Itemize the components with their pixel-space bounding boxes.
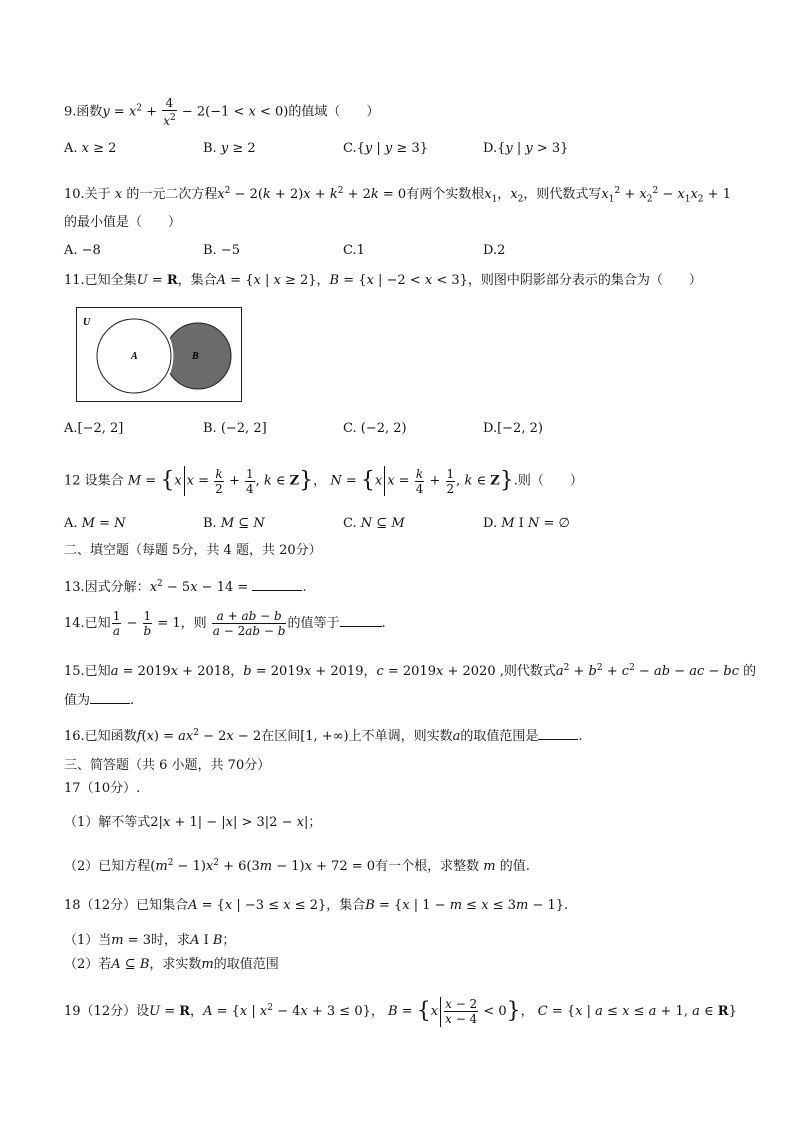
label-b: B xyxy=(192,351,199,362)
q14-stem: 14.已知 $\frac{1}{a}$ − $\frac{1}{b}$ = 1，则 $\frac{a + ab - b}{a - 2ab - b}$ 的值等于 . xyxy=(64,609,386,638)
q12-option-c[interactable]: C. N ⊆ M xyxy=(343,516,405,531)
label-a: A xyxy=(131,351,138,362)
q9-option-c[interactable]: C.{y | y ≥ 3} xyxy=(343,141,428,156)
q17-part1: （1）解不等式2|x + 1| − |x| > 3|2 − x|； xyxy=(64,815,322,830)
q16-stem: 16.已知函数$f(x) = ax^2 - 2x - 2$在区间[1, +∞)上不单调，则实数a的取值范围是 . xyxy=(64,728,583,744)
q9-option-d[interactable]: D.{y | y > 3} xyxy=(483,141,569,156)
section-title-answers: 三、简答题（共 6 小题，共 70分） xyxy=(64,758,271,773)
q17-head: 17（10分）. xyxy=(64,781,141,796)
q13-stem: 13.因式分解：$x^2 - 5x - 14$ = . xyxy=(64,579,307,595)
q10-option-b[interactable]: B. −5 xyxy=(203,243,240,258)
q9-option-a[interactable]: A. x ≥ 2 xyxy=(64,141,117,156)
section-title-fill-in: 二、填空题（每题 5分，共 4 题，共 20分） xyxy=(64,543,322,558)
q10-option-a[interactable]: A. −8 xyxy=(64,243,101,258)
q10-option-d[interactable]: D.2 xyxy=(483,243,506,258)
q19-stem: 19（12分）设U = R，A = {x | $x^2 - 4x + 3 \le 0$}， B = {x $\frac{x - 2}{x - 4}$ < 0}， C = {x | a ≤ x ≤ a + 1, a ∈ R} xyxy=(64,997,737,1026)
q12-option-a[interactable]: A. M = N xyxy=(64,516,126,531)
q12-option-b[interactable]: B. M ⊆ N xyxy=(203,516,265,531)
fraction: $\frac{4}{x^2}$ xyxy=(163,96,176,128)
answer-blank[interactable] xyxy=(90,691,130,704)
q11-stem: 11.已知全集U = R，集合A = {x | x ≥ 2}，B = {x | −2 < x < 3}，则图中阴影部分表示的集合为（ ） xyxy=(64,273,702,288)
q9-option-b[interactable]: B. y ≥ 2 xyxy=(203,141,256,156)
q10-option-c[interactable]: C.1 xyxy=(343,243,365,258)
q9-stem: 9.函数$y = x^2$ + $\frac{4}{x^2}$ − 2(−1 < x < 0)的值域（ ） xyxy=(64,96,380,128)
answer-blank[interactable] xyxy=(252,578,302,591)
q11-option-b[interactable]: B. (−2, 2] xyxy=(203,421,267,436)
q15-stem-line2: 值为 . xyxy=(64,693,135,708)
q12-stem: 12 设集合 M = {x x = $\frac{k}{2}$ + $\frac{1}{4}$ , k ∈ Z}， N = {x x = $\frac{k}{4}$ + $\frac{1}{2}$ , k ∈ Z}.则（ ） xyxy=(64,466,583,496)
q11-option-d[interactable]: D.[−2, 2) xyxy=(483,421,543,436)
q18-part1: （1）当m = 3时，求A I B； xyxy=(64,933,236,948)
q18-part2: （2）若A ⊆ B，求实数m的取值范围 xyxy=(64,957,279,972)
q11-option-c[interactable]: C. (−2, 2) xyxy=(343,421,407,436)
label-u: U xyxy=(83,317,91,328)
venn-diagram xyxy=(76,307,244,403)
q10-stem-line2: 的最小值是（ ） xyxy=(64,215,182,230)
answer-blank[interactable] xyxy=(340,614,382,627)
q10-stem: 10.关于 x 的一元二次方程$x^2 - 2(k + 2)x + k^2 + 2k = 0$有两个实数根$x_1$，$x_2$，则代数式写$x_1^2 + x_2^2 - x_1x_2 + 1$ xyxy=(64,186,731,205)
q18-stem: 18（12分）已知集合A = {x | −3 ≤ x ≤ 2}，集合B = {x | 1 − m ≤ x ≤ 3m − 1}. xyxy=(64,898,569,913)
q11-option-a[interactable]: A.[−2, 2] xyxy=(64,421,124,436)
q17-part2: （2）已知方程$(m^2 - 1)x^2 + 6(3m - 1)x + 72 = 0$有一个根，求整数 m 的值. xyxy=(64,858,530,874)
q12-option-d[interactable]: D. M I N = ∅ xyxy=(483,516,570,531)
answer-blank[interactable] xyxy=(538,727,578,740)
q15-stem: 15.已知a = 2019x + 2018，b = 2019x + 2019，c = 2019x + 2020 ,则代数式$a^2 + b^2 + c^2$ − ab − ac − bc 的 xyxy=(64,663,757,679)
